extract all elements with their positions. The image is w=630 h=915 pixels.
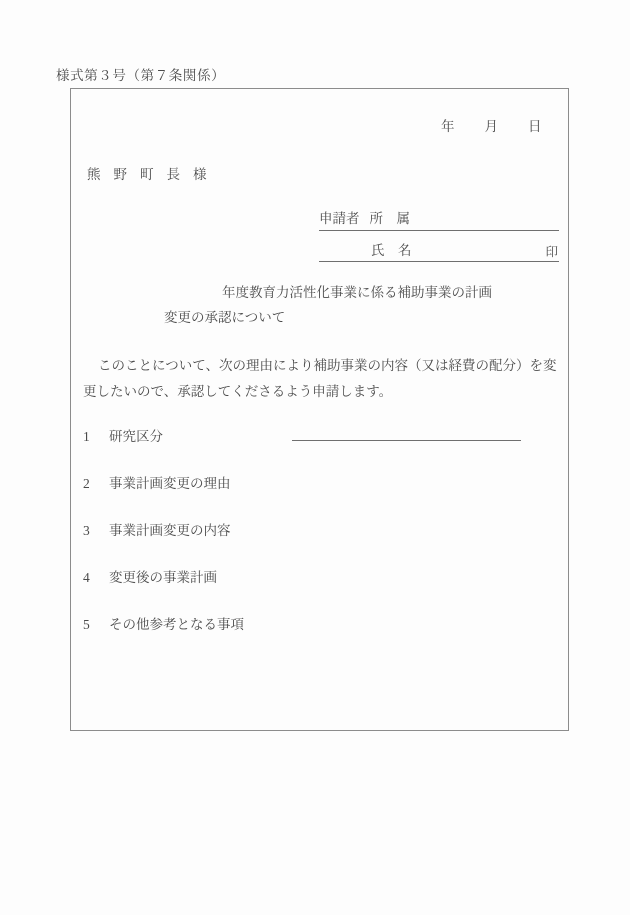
- addressee-honorific: 様: [193, 167, 207, 182]
- affiliation-label: 所 属: [369, 211, 410, 226]
- item-number: 2: [83, 476, 90, 491]
- date-month-label: 月: [484, 119, 498, 134]
- applicant-name-row[interactable]: [319, 239, 559, 262]
- item-label: 変更後の事業計画: [109, 570, 217, 585]
- date-year-label: 年: [441, 119, 455, 134]
- item-label: その他参考となる事項: [109, 617, 244, 632]
- item-number: 1: [83, 429, 90, 444]
- item-number: 3: [83, 523, 90, 538]
- document-title-line-1: 年度教育力活性化事業に係る補助事業の計画: [222, 285, 492, 300]
- name-label: 氏 名: [371, 243, 412, 258]
- form-content-area: [71, 89, 568, 730]
- addressee-char-1: 熊: [87, 167, 101, 182]
- list-item: [83, 425, 553, 472]
- list-item: [83, 566, 553, 613]
- form-code-label: 様式第３号（第７条関係）: [56, 68, 226, 83]
- numbered-items-list: [83, 425, 553, 660]
- item-number: 4: [83, 570, 90, 585]
- addressee-char-4: 長: [166, 167, 180, 182]
- body-paragraph: このことについて、次の理由により補助事業の内容（又は経費の配分）を変更したいので、承認してくださるよう申請します。: [83, 358, 557, 399]
- date-line: [441, 115, 542, 135]
- form-border-frame: [70, 88, 569, 731]
- applicant-block: [319, 207, 559, 262]
- list-item: [83, 519, 553, 566]
- item-label: 事業計画変更の内容: [109, 523, 231, 538]
- item-label: 研究区分: [109, 429, 163, 444]
- date-day-label: 日: [528, 119, 542, 134]
- applicant-label: 申請者: [319, 211, 360, 226]
- document-title-line-2: 変更の承認について: [164, 310, 286, 325]
- seal-icon: 印: [545, 245, 558, 259]
- item-label: 事業計画変更の理由: [109, 476, 231, 491]
- addressee-char-2: 野: [113, 167, 127, 182]
- addressee-line: [87, 163, 207, 183]
- list-item: [83, 613, 553, 660]
- item-answer-rule[interactable]: [292, 440, 521, 441]
- applicant-affiliation-row[interactable]: [319, 207, 559, 231]
- list-item: [83, 472, 553, 519]
- item-number: 5: [83, 617, 90, 632]
- addressee-char-3: 町: [140, 167, 154, 182]
